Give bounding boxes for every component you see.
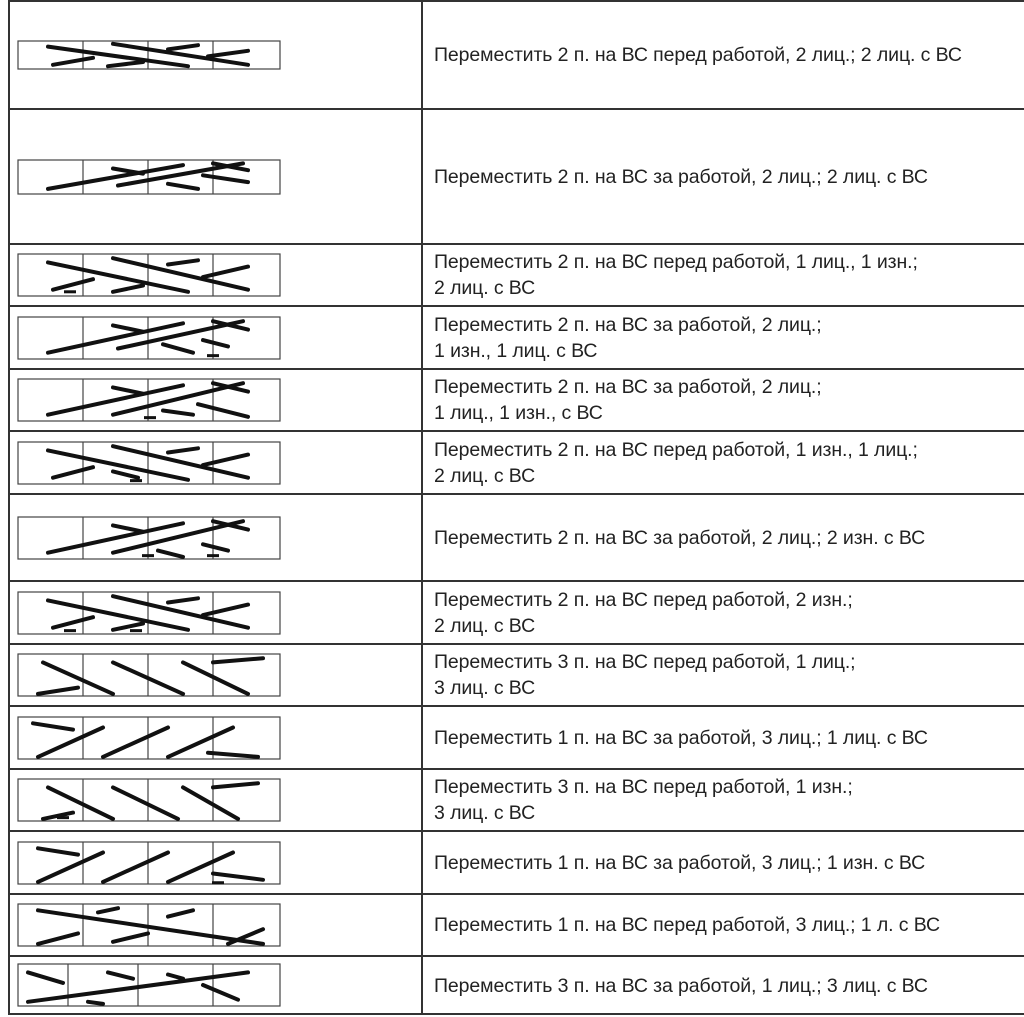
- description-cell: [425, 770, 1024, 830]
- legend-row: [10, 245, 1024, 307]
- instruction-text: Переместить 2 п. на ВС перед работой, 2 изн.; 2 лиц. с ВС: [434, 588, 853, 637]
- description-cell: [425, 895, 1024, 955]
- stitch-stroke: [88, 1002, 103, 1004]
- symbol-cell: [10, 432, 423, 493]
- cable-symbol-cable-4-left-purl-a: [10, 245, 423, 307]
- legend-row: [10, 582, 1024, 645]
- legend-row: [10, 895, 1024, 957]
- cable-legend-table: [8, 0, 1024, 1015]
- symbol-cell: [10, 495, 423, 580]
- cable-symbol-cable-4-right: [10, 110, 423, 245]
- symbol-cell: [10, 2, 423, 108]
- symbol-cell: [10, 707, 423, 768]
- legend-row: [10, 2, 1024, 110]
- symbol-cell: [10, 957, 423, 1015]
- cable-symbol-cable-4-right-purl-b: [10, 370, 423, 432]
- legend-row: [10, 307, 1024, 370]
- instruction-text: Переместить 2 п. на ВС за работой, 2 лиц.; 2 изн. с ВС: [434, 526, 926, 549]
- description-cell: [425, 495, 1024, 580]
- instruction-text: Переместить 1 п. на ВС за работой, 3 лиц.; 1 лиц. с ВС: [434, 726, 928, 749]
- legend-row: [10, 495, 1024, 582]
- instruction-text: Переместить 2 п. на ВС за работой, 2 лиц.; 1 изн., 1 лиц. с ВС: [434, 313, 822, 362]
- cable-symbol-cable-4-right-purl-a: [10, 307, 423, 370]
- cable-symbol-cable-1-3-right: [10, 707, 423, 770]
- symbol-cell: [10, 770, 423, 830]
- instruction-text: Переместить 1 п. на ВС перед работой, 3 лиц.; 1 л. с ВС: [434, 914, 940, 936]
- instruction-text: Переместить 2 п. на ВС перед работой, 1 изн., 1 лиц.; 2 лиц. с ВС: [434, 438, 918, 487]
- symbol-cell: [10, 645, 423, 705]
- legend-row: [10, 770, 1024, 832]
- description-cell: [425, 645, 1024, 705]
- description-cell: [425, 832, 1024, 893]
- symbol-cell: [10, 245, 423, 305]
- cable-symbol-cable-1-3-left: [10, 895, 423, 957]
- cable-symbol-cable-4-left-purl-b: [10, 432, 423, 495]
- description-cell: [425, 110, 1024, 243]
- legend-row: [10, 370, 1024, 432]
- instruction-text: Переместить 2 п. на ВС перед работой, 2 лиц.; 2 лиц. с ВС: [434, 44, 962, 66]
- description-cell: [425, 432, 1024, 493]
- cable-symbol-cable-1-3-right-purl: [10, 832, 423, 895]
- instruction-text: Переместить 3 п. на ВС перед работой, 1 изн.; 3 лиц. с ВС: [434, 776, 853, 824]
- cable-symbol-cable-3-1-left: [10, 645, 423, 707]
- symbol-cell: [10, 832, 423, 893]
- instruction-text: Переместить 3 п. на ВС перед работой, 1 лиц.; 3 лиц. с ВС: [434, 651, 856, 699]
- instruction-text: Переместить 3 п. на ВС за работой, 1 лиц.; 3 лиц. с ВС: [434, 975, 928, 997]
- description-cell: [425, 957, 1024, 1015]
- legend-row: [10, 957, 1024, 1015]
- legend-row: [10, 110, 1024, 245]
- symbol-cell: [10, 895, 423, 955]
- instruction-text: Переместить 2 п. на ВС перед работой, 1 лиц., 1 изн.; 2 лиц. с ВС: [434, 251, 918, 299]
- symbol-cell: [10, 307, 423, 368]
- description-cell: [425, 307, 1024, 368]
- cable-symbol-cable-3-1-right: [10, 957, 423, 1015]
- legend-row: [10, 832, 1024, 895]
- description-cell: [425, 582, 1024, 643]
- instruction-text: Переместить 2 п. на ВС за работой, 2 лиц.; 1 лиц., 1 изн., с ВС: [434, 376, 822, 424]
- cable-symbol-cable-4-left: [10, 2, 423, 110]
- cable-symbol-cable-3-1-left-purl: [10, 770, 423, 832]
- cable-symbol-cable-4-left-purl-c: [10, 582, 423, 645]
- symbol-cell: [10, 370, 423, 430]
- symbol-cell: [10, 110, 423, 243]
- instruction-text: Переместить 2 п. на ВС за работой, 2 лиц.; 2 лиц. с ВС: [434, 165, 928, 188]
- instruction-text: Переместить 1 п. на ВС за работой, 3 лиц.; 1 изн. с ВС: [434, 851, 926, 874]
- description-cell: [425, 707, 1024, 768]
- legend-row: [10, 645, 1024, 707]
- description-cell: [425, 370, 1024, 430]
- legend-row: [10, 432, 1024, 495]
- description-cell: [425, 2, 1024, 108]
- description-cell: [425, 245, 1024, 305]
- symbol-cell: [10, 582, 423, 643]
- cable-symbol-cable-4-right-purl-c: [10, 495, 423, 582]
- legend-row: [10, 707, 1024, 770]
